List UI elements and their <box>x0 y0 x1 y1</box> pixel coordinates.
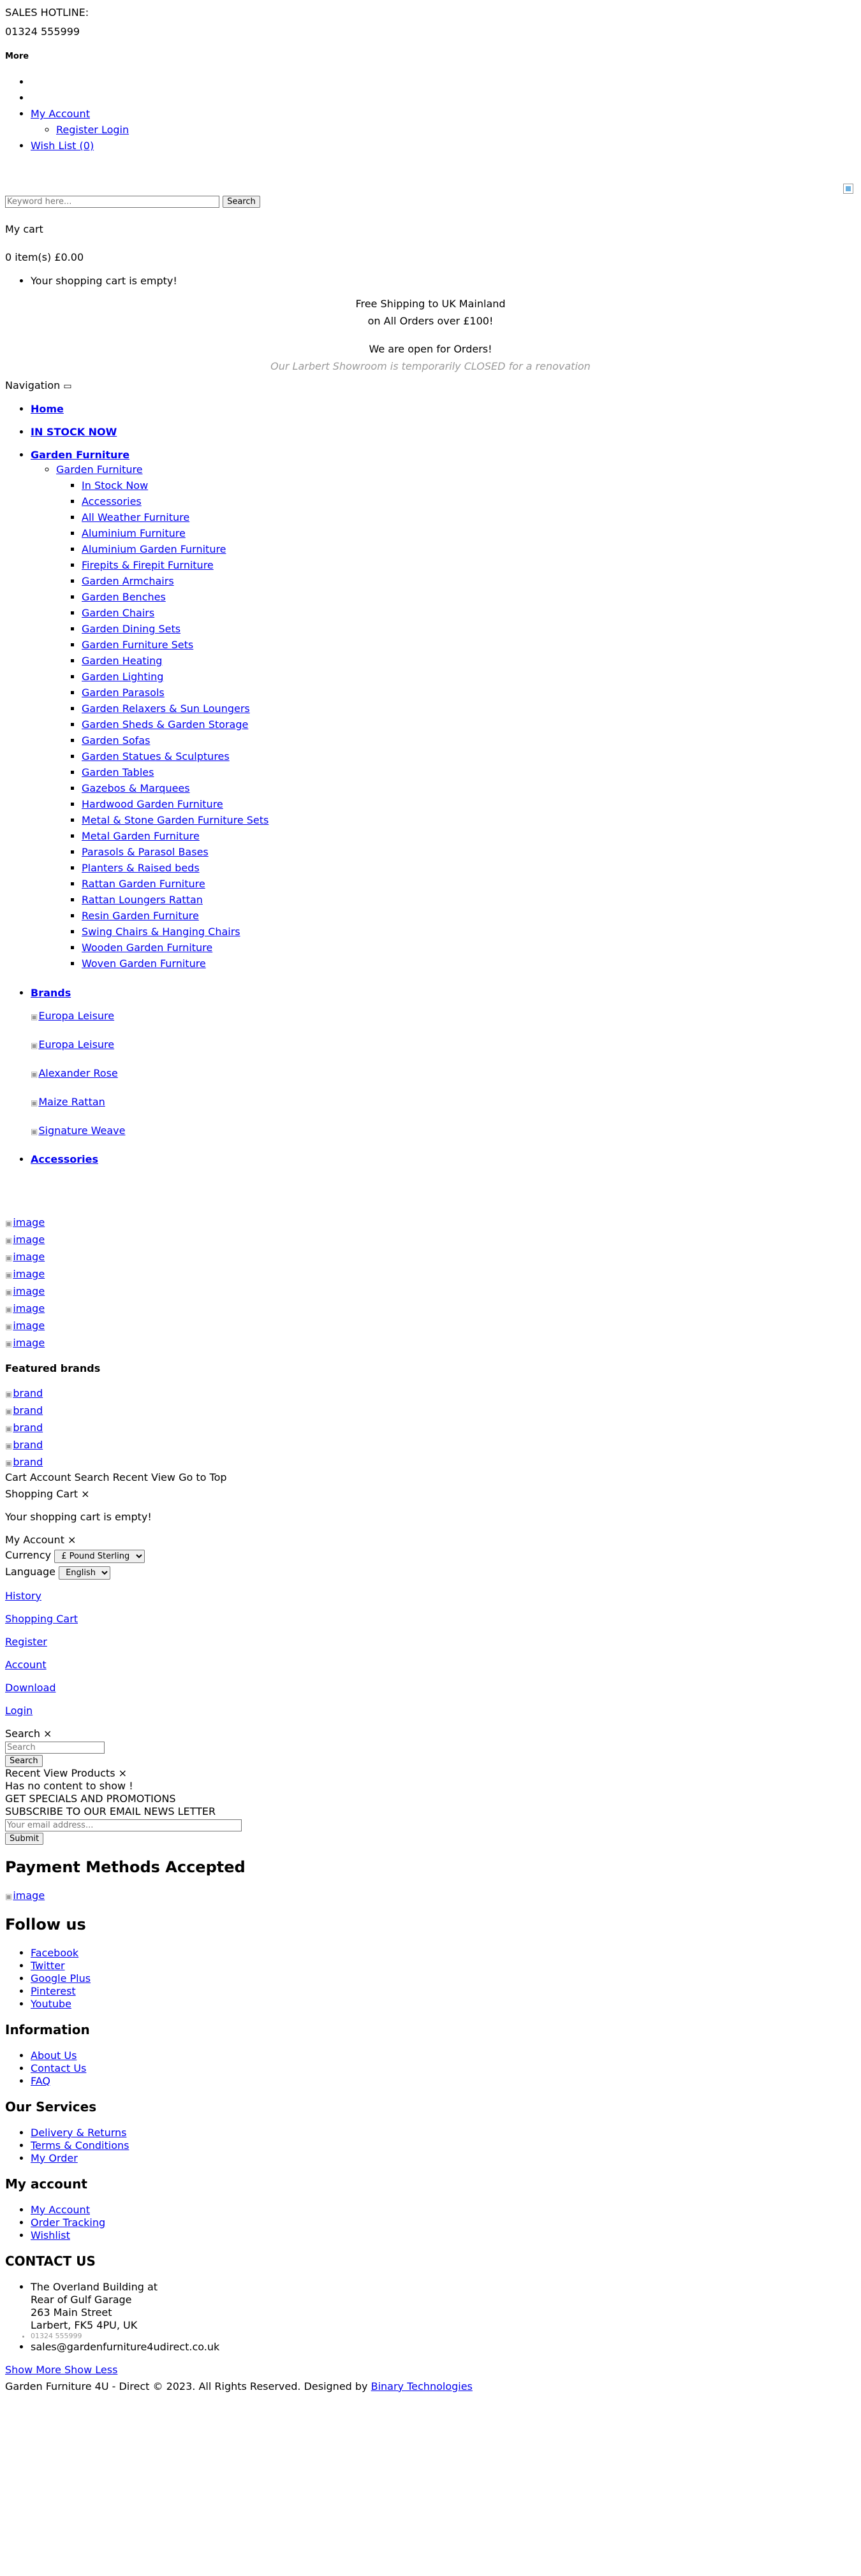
category-link[interactable]: Garden Chairs <box>82 606 155 619</box>
category-item <box>82 685 856 701</box>
footer <box>5 1858 856 2393</box>
info-link[interactable]: About Us <box>31 2049 77 2062</box>
services-list <box>5 2127 856 2165</box>
category-link[interactable]: Planters & Raised beds <box>82 861 200 874</box>
category-item <box>82 509 856 525</box>
category-item <box>82 892 856 908</box>
banner-image-row <box>5 1335 856 1352</box>
newsletter-row <box>5 1818 856 1831</box>
toolbar-links[interactable]: Cart Account Search Recent View Go to Top <box>5 1471 227 1483</box>
category-link[interactable]: Garden Relaxers & Sun Loungers <box>82 702 250 715</box>
address-line-1: • The Overland Building at <box>31 2280 158 2293</box>
social-link[interactable]: Google Plus <box>31 1972 91 1984</box>
info-item <box>31 2062 856 2075</box>
menu-item-accessories <box>31 1153 856 1166</box>
wish-list-link[interactable]: Wish List (0) <box>31 140 94 152</box>
submenu-item-garden-furniture <box>56 462 856 971</box>
category-item <box>82 557 856 573</box>
recent-panel-title[interactable]: Recent View Products × <box>5 1766 128 1779</box>
my-account-title: My account <box>5 2176 87 2192</box>
category-link[interactable]: Rattan Garden Furniture <box>82 877 205 890</box>
social-item <box>31 1972 856 1985</box>
footer-account-link[interactable]: Order Tracking <box>31 2216 106 2229</box>
banner-image[interactable]: ▣ image <box>5 1302 45 1314</box>
social-item <box>31 1998 856 2011</box>
brand-menu-link[interactable]: ▣ Alexander Rose <box>31 1067 118 1079</box>
navigation-label: Navigation <box>5 379 61 392</box>
category-item <box>82 764 856 780</box>
account-sub <box>31 124 856 136</box>
banner-image-row <box>5 1232 856 1249</box>
navigation-toggle-icon[interactable]: ▭ <box>63 381 72 392</box>
menu-item-garden-furniture <box>31 449 856 971</box>
menu-link-accessories[interactable]: Accessories <box>31 1153 98 1165</box>
address-line-3: 263 Main Street <box>31 2306 112 2318</box>
category-item <box>82 653 856 669</box>
category-item <box>82 669 856 685</box>
category-link[interactable]: Wooden Garden Furniture <box>82 941 213 954</box>
category-list <box>56 477 856 971</box>
info-link[interactable]: Contact Us <box>31 2062 87 2074</box>
banner-image-row <box>5 1214 856 1232</box>
address-line-4: Larbert, FK5 4PU, UK <box>31 2318 138 2331</box>
category-link[interactable]: Metal & Stone Garden Furniture Sets <box>82 813 269 826</box>
category-link[interactable]: Resin Garden Furniture <box>82 909 199 922</box>
category-link[interactable]: Aluminium Furniture <box>82 527 186 539</box>
featured-brand-image[interactable]: ▣ brand <box>5 1439 43 1451</box>
services-item <box>31 2139 856 2152</box>
category-link[interactable]: Garden Sofas <box>82 734 151 746</box>
panel-search <box>5 1740 856 1754</box>
category-link[interactable]: Garden Parasols <box>82 686 165 699</box>
brand-menu-link[interactable]: ▣ Europa Leisure <box>31 1038 114 1051</box>
currency-row <box>5 1549 856 1563</box>
account-link-row <box>5 1613 856 1626</box>
brand-menu-item <box>31 1010 856 1022</box>
cart-empty-message: • Your shopping cart is empty! <box>31 275 856 287</box>
category-link[interactable]: Rattan Loungers Rattan <box>82 893 203 906</box>
featured-brand-row <box>5 1402 856 1420</box>
panel-search-button-row <box>5 1754 856 1767</box>
services-item <box>31 2152 856 2165</box>
category-item <box>82 812 856 828</box>
footer-account-link[interactable]: My Account <box>31 2203 90 2216</box>
banner-image-row <box>5 1249 856 1266</box>
garden-furniture-submenu <box>31 462 856 971</box>
featured-brand-row <box>5 1437 856 1454</box>
category-link[interactable]: In Stock Now <box>82 479 149 491</box>
featured-brand-image[interactable]: ▣ brand <box>5 1422 43 1434</box>
category-link[interactable]: Garden Statues & Sculptures <box>82 750 230 762</box>
banner-image[interactable]: ▣ image <box>5 1251 45 1263</box>
banner-image-row <box>5 1283 856 1300</box>
social-link[interactable]: Pinterest <box>31 1984 76 1997</box>
social-list <box>5 1947 856 2011</box>
header <box>5 0 856 152</box>
brand-menu-link[interactable]: ▣ Signature Weave <box>31 1124 125 1137</box>
banner-image[interactable]: ▣ image <box>5 1285 45 1297</box>
top-link-empty-1 <box>31 76 856 89</box>
featured-brand-row <box>5 1385 856 1402</box>
account-panel-link[interactable]: Login <box>5 1704 33 1717</box>
menu-link-garden-furniture[interactable]: Garden Furniture <box>31 448 130 461</box>
register-login-item <box>56 124 856 136</box>
banner-image[interactable]: ▣ image <box>5 1268 45 1280</box>
category-item <box>82 573 856 589</box>
category-link[interactable]: Garden Lighting <box>82 670 164 683</box>
services-title: Our Services <box>5 2099 97 2114</box>
account-link-row <box>5 1682 856 1694</box>
notice-orders-over: on All Orders over £100! <box>367 315 494 328</box>
banner-image-row <box>5 1318 856 1335</box>
footer-account-item <box>31 2216 856 2229</box>
account-panel-link[interactable]: Register <box>5 1635 47 1648</box>
account-link-row <box>5 1636 856 1648</box>
mini-cart[interactable] <box>5 223 856 287</box>
follow-title: Follow us <box>5 1915 86 1933</box>
menu-item-home <box>31 403 856 416</box>
payment-title: Payment Methods Accepted <box>5 1858 246 1876</box>
category-item <box>82 701 856 717</box>
account-panel-link[interactable]: Account <box>5 1658 47 1671</box>
payment-image[interactable]: ▣ image <box>5 1889 45 1902</box>
category-link[interactable]: Garden Furniture Sets <box>82 638 194 651</box>
shopping-cart-panel-empty: Your shopping cart is empty! <box>5 1510 152 1523</box>
category-link[interactable]: Aluminium Garden Furniture <box>82 542 226 555</box>
category-item <box>82 525 856 541</box>
top-link-wishlist <box>31 140 856 152</box>
category-item <box>82 589 856 605</box>
account-panel-title[interactable]: My Account × <box>5 1533 77 1546</box>
subscribe-label: SUBSCRIBE TO OUR EMAIL NEWS LETTER <box>5 1805 216 1817</box>
category-link[interactable]: Hardwood Garden Furniture <box>82 797 223 810</box>
info-item <box>31 2049 856 2062</box>
keyword-search-input[interactable] <box>5 196 219 208</box>
category-link[interactable]: Woven Garden Furniture <box>82 957 206 970</box>
designer-link[interactable]: Binary Technologies <box>371 2380 473 2392</box>
brand-menu-item <box>31 1038 856 1051</box>
contact-phone: • 01324 555999 <box>31 2332 856 2341</box>
featured-brand-image[interactable]: ▣ brand <box>5 1404 43 1416</box>
cart-list <box>5 275 856 287</box>
newsletter-email-input[interactable] <box>5 1819 242 1831</box>
toolbar <box>5 1471 856 1845</box>
services-link[interactable]: Delivery & Returns <box>31 2126 127 2139</box>
shopping-cart-panel-title[interactable]: Shopping Cart × <box>5 1487 90 1500</box>
footer-account-item <box>31 2229 856 2242</box>
category-link[interactable]: Garden Heating <box>82 654 163 667</box>
brand-menu-item <box>31 1124 856 1137</box>
category-item <box>82 541 856 557</box>
language-select[interactable] <box>59 1566 110 1580</box>
category-item <box>82 621 856 637</box>
newsletter-submit-button[interactable]: Submit <box>5 1833 43 1845</box>
featured-brand-image[interactable]: ▣ brand <box>5 1456 43 1468</box>
category-item <box>82 956 856 971</box>
category-item <box>82 732 856 748</box>
featured-brands <box>5 1385 856 1471</box>
account-panel-link[interactable]: History <box>5 1589 41 1602</box>
category-link[interactable]: Garden Sheds & Garden Storage <box>82 718 249 731</box>
banner-image[interactable]: ▣ image <box>5 1320 45 1332</box>
social-item <box>31 1960 856 1972</box>
category-link[interactable]: Swing Chairs & Hanging Chairs <box>82 925 240 938</box>
brand-menu-link[interactable]: ▣ Maize Rattan <box>31 1096 105 1108</box>
category-item <box>82 493 856 509</box>
category-link[interactable]: Firepits & Firepit Furniture <box>82 558 214 571</box>
banner-image[interactable]: ▣ image <box>5 1337 45 1349</box>
hotline-label: SALES HOTLINE: <box>5 6 89 18</box>
logo-image[interactable] <box>843 184 853 194</box>
contact-list <box>5 2281 856 2354</box>
address-line-2: Rear of Gulf Garage <box>31 2293 132 2306</box>
main-menu <box>5 403 856 1166</box>
top-links <box>5 76 856 152</box>
category-link[interactable]: Parasols & Parasol Bases <box>82 845 209 858</box>
social-link[interactable]: Youtube <box>31 1997 71 2010</box>
category-link[interactable]: Garden Tables <box>82 766 154 778</box>
services-link[interactable]: My Order <box>31 2151 78 2164</box>
search-button[interactable]: Search <box>223 196 260 208</box>
category-item <box>82 717 856 732</box>
brand-menu-link[interactable]: ▣ Europa Leisure <box>31 1010 114 1022</box>
category-item <box>82 796 856 812</box>
copyright-text: Garden Furniture 4U - Direct © 2023. All Rights Reserved. Designed by <box>5 2380 371 2392</box>
category-link[interactable]: Garden Armchairs <box>82 574 174 587</box>
specials-label: GET SPECIALS AND PROMOTIONS <box>5 1792 176 1805</box>
category-item <box>82 876 856 892</box>
notice-block <box>5 298 856 373</box>
info-title: Information <box>5 2021 90 2037</box>
panel-search-button[interactable]: Search <box>5 1755 43 1767</box>
contact-email: • sales@gardenfurniture4udirect.co.uk <box>31 2341 856 2354</box>
currency-select[interactable] <box>54 1550 145 1563</box>
category-item <box>82 780 856 796</box>
currency-label: Currency <box>5 1548 52 1561</box>
cart-title: My cart <box>5 223 43 236</box>
category-item <box>82 860 856 876</box>
language-label: Language <box>5 1565 55 1578</box>
category-item <box>82 748 856 764</box>
notice-open: We are open for Orders! <box>369 343 492 356</box>
info-list <box>5 2049 856 2088</box>
services-item <box>31 2127 856 2139</box>
featured-brand-row <box>5 1420 856 1437</box>
notice-showroom: Our Larbert Showroom is temporarily CLOSED for a renovation <box>270 360 591 373</box>
menu-item-brands <box>31 987 856 1137</box>
search-panel-title[interactable]: Search × <box>5 1727 52 1740</box>
account-link-row <box>5 1659 856 1671</box>
category-item <box>82 477 856 493</box>
account-list <box>5 2204 856 2242</box>
category-link[interactable]: Accessories <box>82 495 142 507</box>
notice-shipping: Free Shipping to UK Mainland <box>355 298 506 310</box>
recent-empty: Has no content to show ! <box>5 1779 133 1792</box>
contact-title: CONTACT US <box>5 2253 96 2269</box>
menu-link-in-stock[interactable]: IN STOCK NOW <box>31 425 117 438</box>
banner-image-row <box>5 1266 856 1283</box>
language-row <box>5 1566 856 1580</box>
featured-brands-title: Featured brands <box>5 1362 101 1374</box>
category-item <box>82 844 856 860</box>
services-link[interactable]: Terms & Conditions <box>31 2139 129 2151</box>
hotline-number: 01324 555999 <box>5 25 80 38</box>
banner-image-row <box>5 1300 856 1318</box>
top-link-account <box>31 108 856 136</box>
header-search <box>5 194 856 208</box>
category-link[interactable]: Garden Dining Sets <box>82 622 181 635</box>
menu-link-home[interactable]: Home <box>31 402 64 415</box>
menu-link-brands[interactable]: Brands <box>31 986 71 999</box>
social-link[interactable]: Twitter <box>31 1959 65 1972</box>
copyright <box>5 2380 856 2393</box>
top-link-empty-2 <box>31 92 856 105</box>
info-item <box>31 2075 856 2088</box>
brand-menu-item <box>31 1067 856 1080</box>
category-link[interactable]: All Weather Furniture <box>82 511 190 523</box>
category-link[interactable]: Metal Garden Furniture <box>82 829 200 842</box>
panel-search-input[interactable] <box>5 1742 105 1754</box>
account-link-row <box>5 1590 856 1603</box>
account-links <box>5 1590 856 1717</box>
category-item <box>82 637 856 653</box>
footer-account-item <box>31 2204 856 2216</box>
submenu-link-garden-furniture[interactable]: Garden Furniture <box>56 463 143 476</box>
cart-summary: 0 item(s) £0.00 <box>5 251 84 264</box>
account-link-row <box>5 1705 856 1717</box>
footer-account-link[interactable]: Wishlist <box>31 2229 70 2241</box>
category-item <box>82 924 856 940</box>
banner-image[interactable]: ▣ image <box>5 1216 45 1228</box>
social-link[interactable]: Facebook <box>31 1946 79 1959</box>
brand-menu <box>31 1010 856 1137</box>
account-panel-link[interactable]: Download <box>5 1681 56 1694</box>
account-panel-link[interactable]: Shopping Cart <box>5 1612 78 1625</box>
category-item <box>82 908 856 924</box>
social-item <box>31 1947 856 1960</box>
featured-brand-image[interactable]: ▣ brand <box>5 1387 43 1399</box>
featured-brand-row <box>5 1454 856 1471</box>
show-more-show-less-link[interactable]: Show More Show Less <box>5 2363 118 2376</box>
social-item <box>31 1985 856 1998</box>
banner-image[interactable]: ▣ image <box>5 1233 45 1246</box>
navigation <box>5 379 856 1166</box>
category-item <box>82 940 856 956</box>
menu-item-in-stock <box>31 426 856 439</box>
category-item <box>82 828 856 844</box>
newsletter-submit-row <box>5 1831 856 1845</box>
more-label[interactable]: More <box>5 52 29 61</box>
category-item <box>82 605 856 621</box>
my-account-link[interactable]: My Account <box>31 108 90 120</box>
category-link[interactable]: Garden Benches <box>82 590 166 603</box>
banner-images <box>5 1214 856 1352</box>
contact-address <box>31 2281 856 2332</box>
spacer <box>5 1176 856 1214</box>
brand-menu-item <box>31 1096 856 1109</box>
register-login-link[interactable]: Register Login <box>56 124 129 136</box>
category-link[interactable]: Gazebos & Marquees <box>82 782 190 794</box>
info-link[interactable]: FAQ <box>31 2074 50 2087</box>
